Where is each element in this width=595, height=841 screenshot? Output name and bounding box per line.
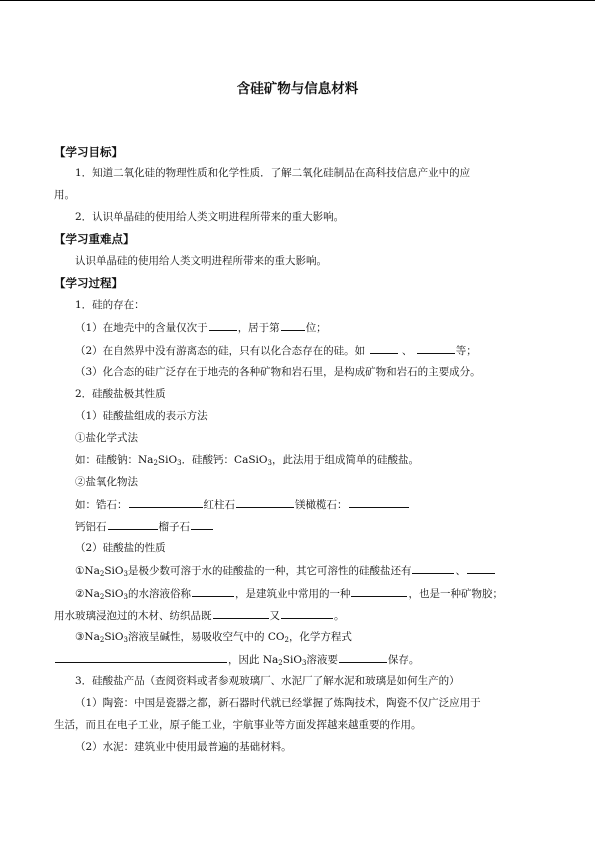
answer-blank[interactable]	[236, 497, 294, 508]
goal-item-1: 1．知道二氧化硅的物理性质和化学性质．了解二氧化硅制品在高科技信息产业中的应	[75, 167, 471, 179]
section-1-title: 1．硅的存在：	[75, 299, 145, 311]
answer-blank[interactable]	[339, 652, 387, 663]
answer-blank[interactable]	[108, 519, 158, 530]
key-heading: 【学习重难点】	[54, 232, 135, 246]
method-2-example-1: 如：锆石： 红柱石 镁橄榄石：	[75, 497, 410, 512]
answer-blank[interactable]	[412, 563, 454, 574]
section-2-title: 2．硅酸盐极其性质	[75, 388, 166, 400]
section-2-sub-1: （1）硅酸盐组成的表示方法	[75, 410, 208, 422]
goal-item-1-cont: 用。	[54, 189, 75, 201]
section-2-sub-2: （2）硅酸盐的性质	[75, 542, 166, 554]
section-3-item-1: （1）陶瓷：中国是瓷器之都，新石器时代就已经掌握了炼陶技术，陶瓷不仅广泛应用于	[75, 697, 481, 709]
page-title: 含硅矿物与信息材料	[236, 81, 359, 97]
answer-blank[interactable]	[213, 608, 269, 619]
method-1-example: 如：硅酸钠：$Na_2SiO_3$．硅酸钙：CaSiO$_3$，此法用于组成简单的硅酸盐。	[75, 454, 419, 467]
answer-blank[interactable]	[192, 586, 234, 597]
answer-blank[interactable]	[370, 343, 398, 354]
answer-blank[interactable]	[209, 320, 237, 331]
method-2-title: ②盐氧化物法	[75, 476, 138, 488]
answer-blank[interactable]	[417, 343, 455, 354]
answer-blank[interactable]	[351, 586, 407, 597]
equation-blank[interactable]	[55, 652, 227, 663]
section-3-title: 3．硅酸盐产品（查阅资料或者参观玻璃厂、水泥厂了解水泥和玻璃是如何生产的）	[75, 675, 460, 687]
goals-heading: 【学习目标】	[54, 145, 123, 159]
section-1-item-2: （2）在自然界中没有游离态的硅，只有以化合态存在的硅。如 、 等；	[75, 345, 477, 357]
property-3: $③Na_2SiO_3$溶液呈碱性，易吸收空气中的 $CO_2$，化学方程式	[75, 631, 352, 644]
answer-blank[interactable]	[129, 497, 203, 508]
property-3-cont: ，因此 $Na_2SiO_3$溶液要 保存。	[54, 652, 419, 667]
section-1-item-1: （1）在地壳中的含量仅次于 ，居于第 位；	[75, 322, 327, 334]
process-heading: 【学习过程】	[54, 276, 123, 290]
section-1-item-3: （3）化合态的硅广泛存在于地壳的各种矿物和岩石里，是构成矿物和岩石的主要成分。	[75, 366, 481, 378]
key-text: 认识单晶硅的使用给人类文明进程所带来的重大影响。	[75, 255, 327, 267]
method-2-example-2: 钙铝石 榴子石	[75, 519, 214, 534]
answer-blank[interactable]	[349, 497, 409, 508]
property-2: $②Na_2SiO_3$的水溶液俗称 ，是建筑业中常用的一种 ，也是一种矿物胶；	[75, 588, 503, 601]
method-1-title: ①盐化学式法	[75, 432, 138, 444]
answer-blank[interactable]	[281, 320, 305, 331]
section-3-item-1-cont: 生活，而且在电子工业，原子能工业，宇航事业等方面发挥越来越重要的作用。	[54, 719, 422, 731]
section-3-item-2: （2）水泥：建筑业中使用最普遍的基础材料。	[75, 741, 292, 753]
answer-blank[interactable]	[467, 563, 495, 574]
page-top-border	[0, 0, 595, 1]
answer-blank[interactable]	[281, 608, 333, 619]
goal-item-2: 2．认识单晶硅的使用给人类文明进程所带来的重大影响。	[75, 211, 345, 223]
property-2-cont: 用水玻璃浸泡过的木材、纺织品既 又 。	[54, 610, 345, 622]
property-1: $①Na_2SiO_3$是极少数可溶于水的硅酸盐的一种，其它可溶性的硅酸盐还有 、	[75, 563, 496, 578]
answer-blank[interactable]	[191, 519, 213, 530]
